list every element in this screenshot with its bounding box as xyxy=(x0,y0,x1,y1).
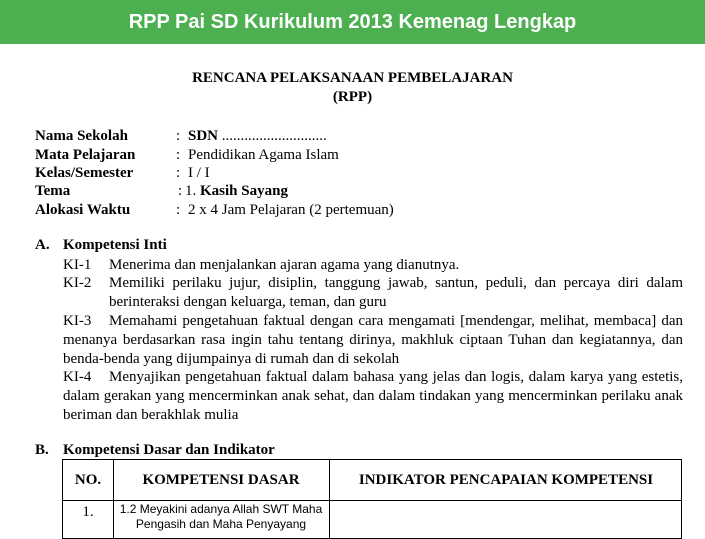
info-value: I / I xyxy=(188,165,210,181)
ki-code: KI-3 xyxy=(63,313,92,329)
ki-text: Menerima dan menjalankan ajaran agama yang dianutnya. xyxy=(109,257,460,273)
info-label: Alokasi Waktu xyxy=(35,202,131,218)
info-label: Kelas/Semester xyxy=(35,165,134,181)
info-value: Pendidikan Agama Islam xyxy=(188,147,339,163)
table-divider xyxy=(63,500,681,501)
competency-table xyxy=(62,459,682,539)
section-title: Kompetensi Inti xyxy=(63,237,167,253)
table-header-indikator: INDIKATOR PENCAPAIAN KOMPETENSI xyxy=(358,471,654,488)
banner-title: RPP Pai SD Kurikulum 2013 Kemenag Lengkap xyxy=(128,10,577,33)
table-header-kd: KOMPETENSI DASAR xyxy=(142,471,300,488)
ki-code: KI-4 xyxy=(63,369,92,385)
info-label: Nama Sekolah xyxy=(35,128,128,144)
info-value-prefix: 1. xyxy=(185,183,200,199)
document-title: RENCANA PELAKSANAAN PEMBELAJARAN xyxy=(192,70,513,86)
info-colon: : xyxy=(176,202,181,218)
info-value-bold: Kasih Sayang xyxy=(200,183,288,199)
info-colon: : xyxy=(176,147,181,163)
ki-text: Menyajikan pengetahuan faktual dalam bahasa yang jelas dan logis, dalam karya yang estetis, dalam gerakan yang mencerminkan anak sehat, dan dalam tindakan yang mencerminkan perilaku anak beriman dan berakhlak mulia xyxy=(63,369,683,423)
ki-text: Memiliki perilaku jujur, disiplin, tanggung jawab, santun, peduli, dan percaya diri dalam berinteraksi dengan keluarga, teman, dan guru xyxy=(109,275,683,310)
table-cell-kd: 1.2 Meyakini adanya Allah SWT Maha Pengasih dan Maha Penyayang xyxy=(119,502,323,531)
table-cell-no: 1. xyxy=(82,504,94,520)
info-colon: : xyxy=(178,183,183,199)
info-value xyxy=(185,182,288,201)
info-label: Mata Pelajaran xyxy=(35,147,136,163)
info-value: 2 x 4 Jam Pelajaran (2 pertemuan) xyxy=(188,202,394,218)
ki-code: KI-2 xyxy=(63,275,92,291)
document-subtitle: (RPP) xyxy=(332,89,373,105)
info-colon: : xyxy=(176,128,181,144)
ki-code: KI-1 xyxy=(63,257,92,273)
section-letter: A. xyxy=(35,237,50,253)
info-value: SDN ............................ xyxy=(188,128,327,144)
table-header-no: NO. xyxy=(74,471,102,488)
section-letter: B. xyxy=(35,442,49,458)
section-title: Kompetensi Dasar dan Indikator xyxy=(63,442,275,458)
info-colon: : xyxy=(176,165,181,181)
info-label: Tema xyxy=(35,183,71,199)
page-banner xyxy=(0,0,705,44)
ki-text: Memahami pengetahuan faktual dengan cara mengamati [mendengar, melihat, membaca] dan menanya berdasarkan rasa ingin tahu tentang dirinya, makhluk ciptaan Tuhan dan kegiatannya, dan benda-benda yang dijumpainya di rumah dan di sekolah xyxy=(63,313,683,367)
